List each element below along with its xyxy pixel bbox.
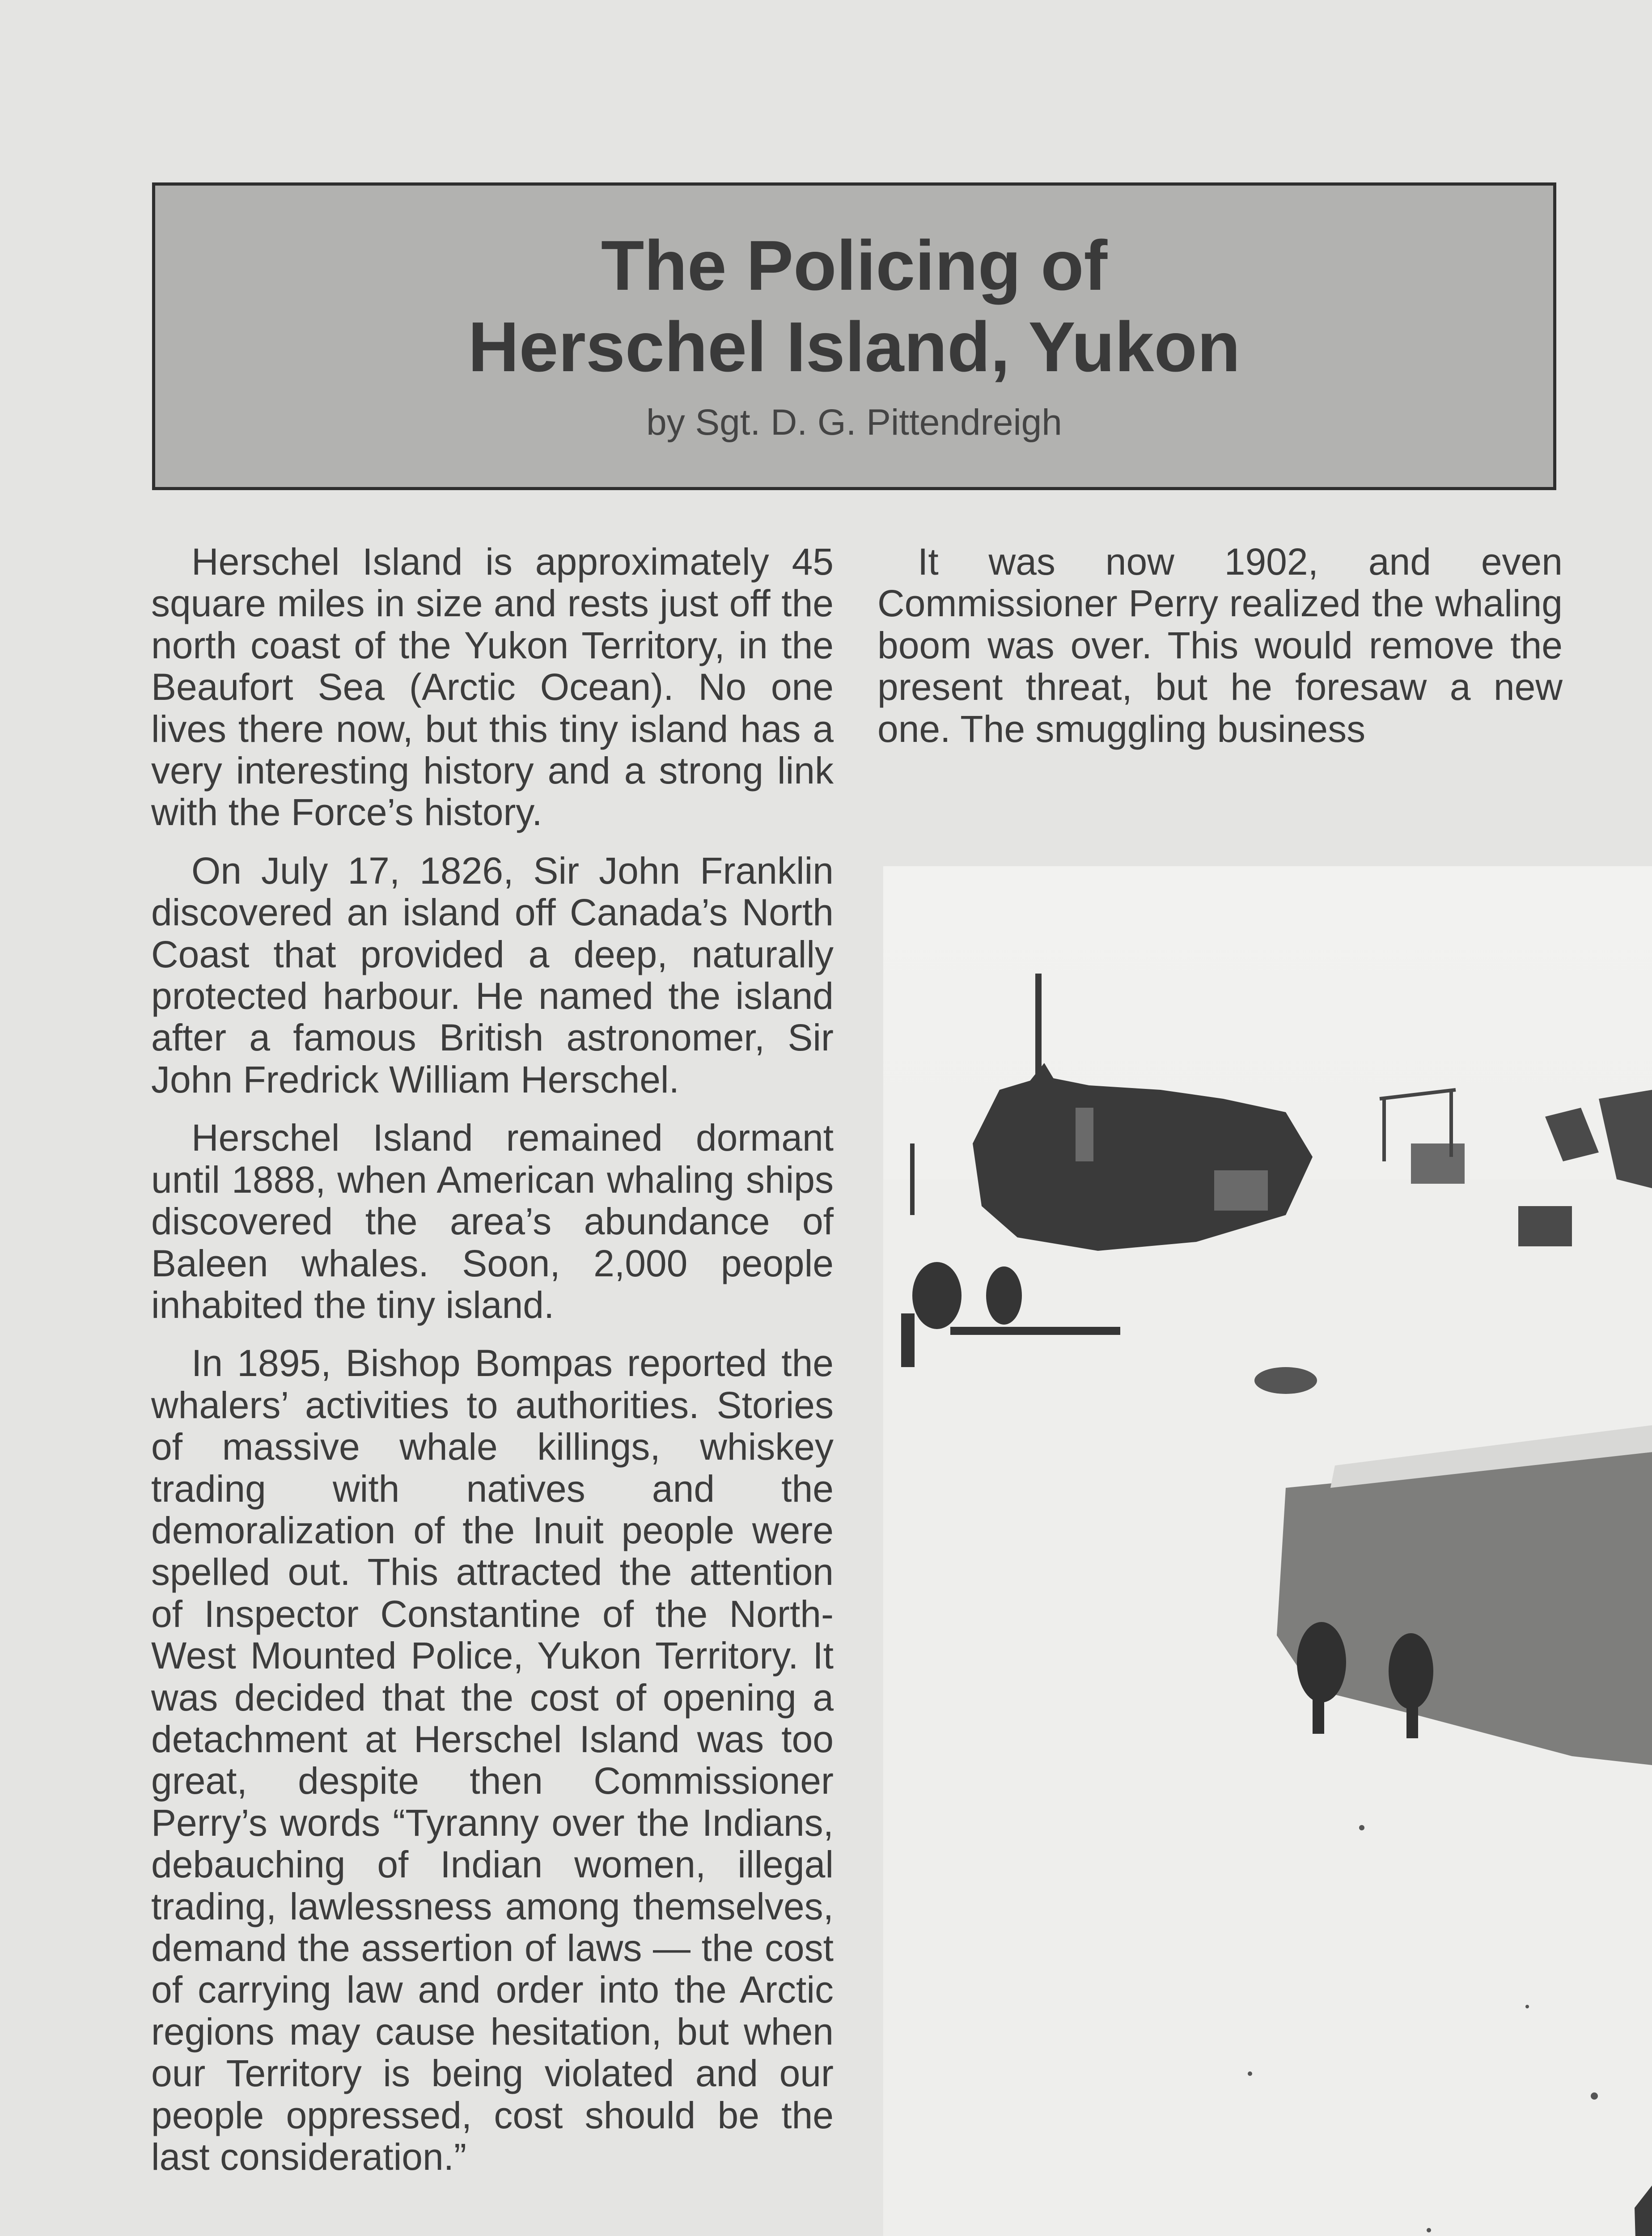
paragraph: In 1895, Bishop Bompas reported the whalers’ activities to authorities. Stories of massive whale killings, whiskey trading with natives and the demoralization of the Inuit people were spelled out. This attracted the attention of Inspector Constantine of the North-West Mounted Police, Yukon Territory. It was decided that the cost of opening a detachment at Herschel Island was too great, despite then Commissioner Perry’s words “Tyranny over the Indians, debauching of Indian women, illegal trading, lawlessness among themselves, demand the assertion of laws — the cost of carrying law and order into the Arctic regions may cause hesitation, but when our Territory is being violated and our people oppressed, cost should be the last consideration.” bbox=[151, 1342, 834, 2178]
herschel-island-photo bbox=[883, 866, 1652, 2236]
byline: by Sgt. D. G. Pittendreigh bbox=[646, 402, 1062, 443]
paragraph: On July 17, 1826, Sir John Franklin discovered an island off Canada’s North Coast that provided a deep, naturally protected harbour. He named the island after a famous British astronomer, Sir John Fredrick William Herschel. bbox=[151, 849, 834, 1101]
article-title-line-1: The Policing of bbox=[601, 226, 1108, 305]
article-left-column bbox=[151, 541, 834, 2194]
article-title-line-2: Herschel Island, Yukon bbox=[468, 308, 1241, 386]
paragraph: Herschel Island is approximately 45 square miles in size and rests just off the north coast of the Yukon Territory, in the Beaufort Sea (Arctic Ocean). No one lives there now, but this tiny island has a very interesting history and a strong link with the Force’s history. bbox=[151, 541, 834, 834]
paragraph: It was now 1902, and even Commissioner Perry realized the whaling boom was over. This would remove the present threat, but he foresaw a new one. The smuggling business bbox=[877, 541, 1563, 750]
article-right-column bbox=[877, 541, 1563, 767]
title-box bbox=[152, 182, 1556, 490]
paragraph: Herschel Island remained dormant until 1888, when American whaling ships discovered the area’s abundance of Baleen whales. Soon, 2,000 people inhabited the tiny island. bbox=[151, 1117, 834, 1326]
